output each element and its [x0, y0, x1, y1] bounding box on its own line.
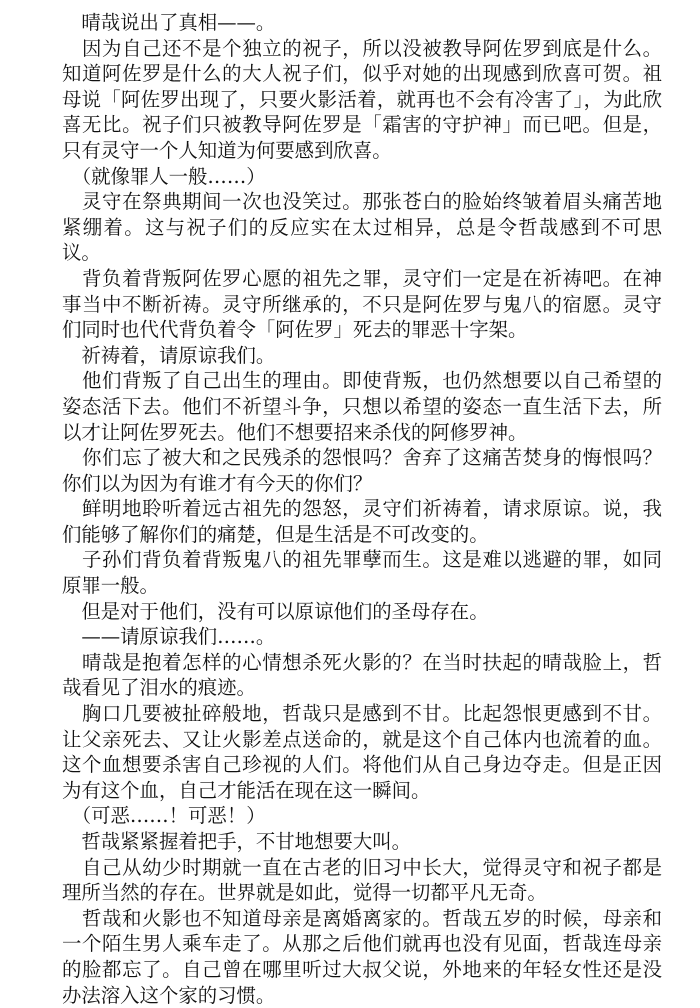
paragraph: 晴哉说出了真相——。: [62, 11, 276, 34]
paragraph: 因为自己还不是个独立的祝子，所以没被教导阿佐罗到底是什么。知道阿佐罗是什么的大人祝子们，似乎对她的出现感到欣喜可贺。祖母说「阿佐罗出现了，只要火影活着，就再也不会有冷害了」，为此欣喜无比。祝子们只被教导阿佐罗是「霜害的守护神」而已吧。但是，只有灵守一个人知道为何要感到欣喜。: [62, 36, 662, 162]
paragraph: 灵守在祭典期间一次也没笑过。那张苍白的脸始终皱着眉头痛苦地紧绷着。这与祝子们的反应实在太过相异，总是令哲哉感到不可思议。: [62, 190, 662, 265]
novel-page: [62, 10, 662, 1008]
paragraph: （可恶……！可恶！）: [62, 804, 266, 828]
paragraph: 胸口几要被扯碎般地，哲哉只是感到不甘。比起怨恨更感到不甘。让父亲死去、又让火影差点送命的，就是这个自己体内也流着的血。这个血想要杀害自己珍视的人们。将他们从自己身边夺走。但是正因为有这个血，自己才能活在现在这一瞬间。: [62, 702, 662, 802]
paragraph: 他们背叛了自己出生的理由。即使背叛，也仍然想要以自己希望的姿态活下去。他们不祈望斗争，只想以希望的姿态一直生活下去，所以才让阿佐罗死去。他们不想要招来杀伐的阿修罗神。: [62, 369, 662, 444]
paragraph: 哲哉紧紧握着把手，不甘地想要大叫。: [62, 830, 412, 853]
paragraph: ——请原谅我们……。: [62, 625, 276, 649]
paragraph: 背负着背叛阿佐罗心愿的祖先之罪，灵守们一定是在祈祷吧。在神事当中不断祈祷。灵守所继承的，不只是阿佐罗与鬼八的宿愿。灵守们同时也代代背负着令「阿佐罗」死去的罪恶十字架。: [62, 266, 662, 342]
paragraph: 晴哉是抱着怎样的心情想杀死火影的？在当时扶起的晴哉脸上，哲哉看见了泪水的痕迹。: [62, 650, 662, 700]
paragraph: 自己从幼少时期就一直在古老的旧习中长大，觉得灵守和祝子都是理所当然的存在。世界就是如此，觉得一切都平凡无奇。: [62, 855, 662, 905]
paragraph: 哲哉和火影也不知道母亲是离婚离家的。哲哉五岁的时候，母亲和一个陌生男人乘车走了。从那之后他们就再也没有见面，哲哉连母亲的脸都忘了。自己曾在哪里听过大叔父说，外地来的年轻女性还是没办法溶入这个家的习惯。: [62, 906, 662, 1007]
paragraph: 子孙们背负着背叛鬼八的祖先罪孽而生。这是难以逃避的罪，如同原罪一般。: [62, 548, 662, 598]
paragraph: 鲜明地聆听着远古祖先的怨怒，灵守们祈祷着，请求原谅。说，我们能够了解你们的痛楚，但是生活是不可改变的。: [62, 497, 662, 546]
paragraph: 但是对于他们，没有可以原谅他们的圣母存在。: [62, 599, 489, 623]
paragraph: （就像罪人一般……）: [62, 164, 266, 188]
paragraph: 祈祷着，请原谅我们。: [62, 343, 276, 367]
paragraph: 你们忘了被大和之民残杀的怨恨吗？舍弃了这痛苦焚身的悔恨吗？你们以为因为有谁才有今天的你们？: [62, 446, 662, 495]
